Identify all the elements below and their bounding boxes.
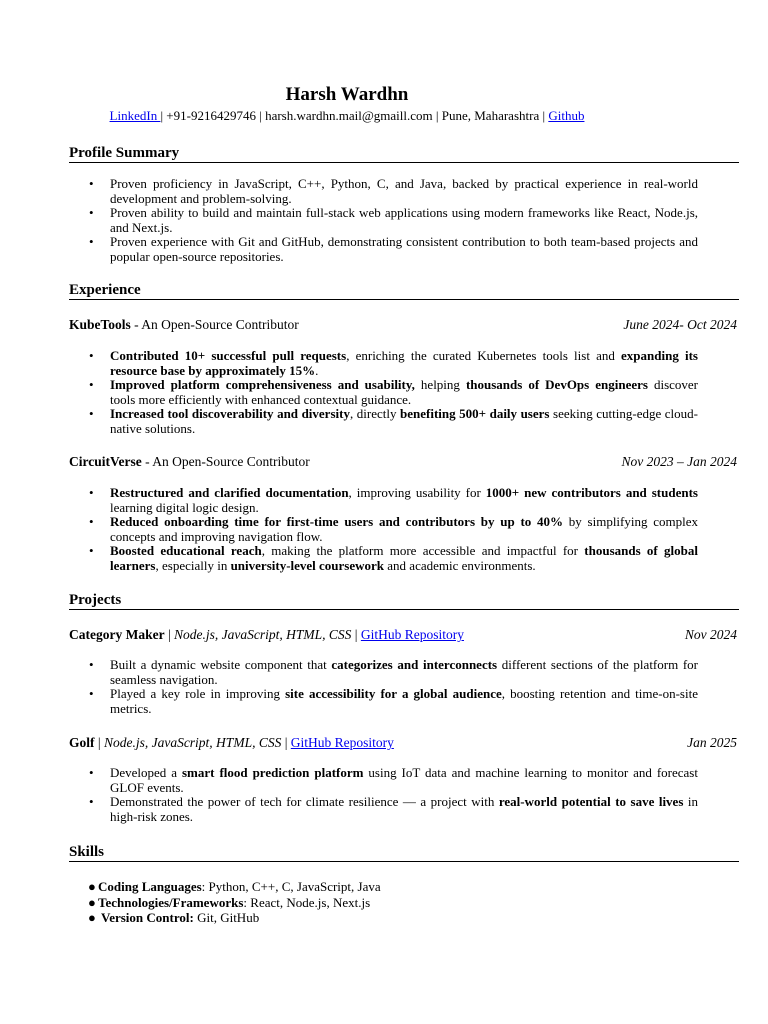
project-stack: Node.js, JavaScript, HTML, CSS: [174, 627, 352, 642]
section-heading-profile: Profile Summary: [69, 145, 739, 163]
list-item: • Proven ability to build and maintain full-stack web applications using modern frameworks like React, Node.js, and Next.js.: [110, 206, 698, 235]
experience-circuitverse-header: [69, 454, 739, 470]
list-item: ● Technologies/Frameworks: React, Node.js, Next.js: [88, 894, 371, 910]
list-item: • Contributed 10+ successful pull requests, enriching the curated Kubernetes tools list and expanding its resource base by approximately 15%.: [110, 349, 698, 378]
experience-role: - An Open-Source Contributor: [130, 317, 299, 332]
experience-role: - An Open-Source Contributor: [141, 454, 310, 469]
list-item: ● Version Control: Git, GitHub: [88, 910, 260, 925]
list-item: • Boosted educational reach, making the platform more accessible and impactful for thousands of global learners, especially in university-level coursework and academic environments.: [110, 544, 698, 573]
circuitverse-list: [110, 486, 698, 574]
section-heading-skills: Skills: [69, 844, 739, 862]
list-item: • Built a dynamic website component that categorizes and interconnects different sections of the platform for seamless navigation.: [110, 658, 698, 687]
project-date: Nov 2024: [684, 627, 737, 642]
list-item: • Increased tool discoverability and diversity, directly benefiting 500+ daily users seeking cutting-edge cloud-native solutions.: [110, 407, 698, 436]
kubetools-list: [110, 349, 698, 437]
project-stack: Node.js, JavaScript, HTML, CSS: [103, 735, 282, 750]
list-item: • Developed a smart flood prediction platform using IoT data and machine learning to monitor and forecast GLOF events.: [110, 766, 698, 795]
experience-kubetools-header: [69, 317, 739, 333]
project-golf-header: Golf | Node.js, JavaScript, HTML, CSS | GitHub Repository Jan 2025: [69, 735, 737, 750]
section-heading-projects: Projects: [69, 592, 739, 610]
section-heading-experience: Experience: [69, 282, 739, 300]
profile-list: [110, 177, 698, 265]
list-item: • Reduced onboarding time for first-time users and contributors by up to 40% by simplifying complex concepts and improving navigation flow.: [110, 515, 698, 544]
experience-date: Nov 2023 – Jan 2024: [621, 454, 737, 469]
experience-date: June 2024- Oct 2024: [623, 317, 737, 332]
project-category-maker-header: Category Maker | Node.js, JavaScript, HTML, CSS | GitHub Repository Nov 2024: [69, 627, 737, 642]
project-name: Golf: [69, 735, 95, 750]
candidate-name: Harsh Wardhn: [285, 84, 409, 105]
golf-list: [110, 766, 698, 824]
github-repository-link[interactable]: GitHub Repository: [360, 627, 464, 642]
github-repository-link[interactable]: GitHub Repository: [290, 735, 394, 750]
project-name: Category Maker: [69, 627, 165, 642]
linkedin-link[interactable]: LinkedIn: [109, 108, 161, 123]
category-maker-list: [110, 658, 698, 716]
skills-list: [88, 879, 381, 926]
list-item: • Demonstrated the power of tech for climate resilience — a project with real-world potential to save lives in high-risk zones.: [110, 795, 698, 824]
list-item: • Played a key role in improving site accessibility for a global audience, boosting retention and time-on-site metrics.: [110, 687, 698, 716]
list-item: • Proven proficiency in JavaScript, C++, Python, C, and Java, backed by practical experience in real-world development and problem-solving.: [110, 177, 698, 206]
experience-org: CircuitVerse: [69, 454, 142, 469]
list-item: • Improved platform comprehensiveness and usability, helping thousands of DevOps engineers discover tools more efficiently with enhanced contextual guidance.: [110, 378, 698, 407]
contact-details: | +91-9216429746 | harsh.wardhn.mail@gmaill.com | Pune, Maharashtra |: [160, 108, 549, 123]
contact-line: [0, 108, 694, 124]
experience-org: KubeTools: [69, 317, 131, 332]
list-item: • Proven experience with Git and GitHub, demonstrating consistent contribution to both team-based projects and popular open-source repositories.: [110, 235, 698, 264]
list-item: ● Coding Languages: Python, C++, C, JavaScript, Java: [88, 879, 381, 894]
list-item: • Restructured and clarified documentation, improving usability for 1000+ new contributors and students learning digital logic design.: [110, 486, 698, 515]
project-date: Jan 2025: [687, 735, 737, 750]
github-link[interactable]: Github: [548, 108, 585, 123]
